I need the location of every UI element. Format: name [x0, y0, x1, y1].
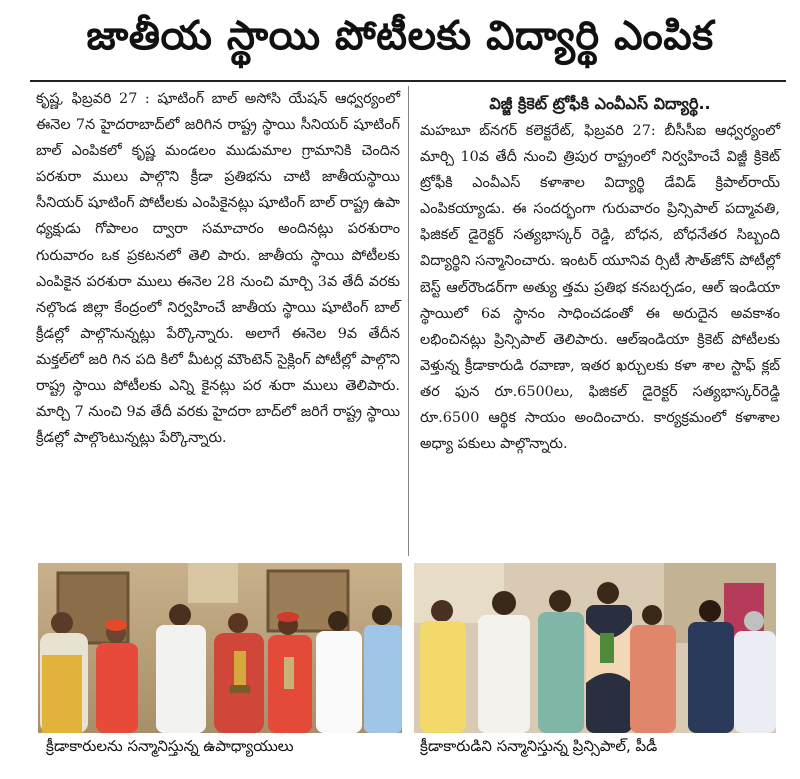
left-article-body: కృష్ణ, ఫిబ్రవరి 27 : షూటింగ్ బాల్ అసోసి యేషన్ ఆధ్వర్యంలో ఈనెల 7న హైదరాబాద్‌లో జరిగిన రాష్ట్ర స్థాయి సీనియర్ షూటింగ్ బాల్ ఎంపికలో కృష్ణ మండలం ముడుమాల గ్రామానికి చెందిన పరశురా ములు పాల్గొని క్రీడా ప్రతిభను చాటి జాతీయస్థాయి సీనియర్ షూటింగ్ పోటీలకు ఎంపికైనట్లు షూటింగ్ బాల్ రాష్ట్ర ఉపా ధ్యక్షుడు గోపాలం ద్వారా సమాచారం అందినట్లు పరశురాం గురువారం ఒక ప్రకటనలో తెలి పారు. జాతీయ స్థాయి పోటీలకు ఎంపికైన పరశురా ములు ఈనెల 28 నుంచి మార్చి 3వ తేదీ వరకు నల్గొండ జిల్లా కేంద్రంలో నిర్వహించే జాతీయ స్థాయి షూటింగ్ బాల్ క్రీడల్లో పాల్గొనున్నట్లు పేర్కొన్నారు. అలాగే ఈనెల 9వ తేదీన మక్తల్‌లో జరి గిన పది కిలో మీటర్ల మౌంటెన్ సైక్లింగ్ పోటీల్లో పాల్గొని రాష్ట్ర స్థాయి పోటీలకు ఎన్ని కైనట్లు పర శురా ములు తెలిపారు. మార్చి 7 నుంచి 9వ తేదీ వరకు హైదరా బాద్‌లో జరిగే రాష్ట్ర స్థాయి క్రీడల్లో పాల్గొంటున్నట్లు పేర్కొన్నారు. [36, 91, 400, 447]
group-photo-felicitation-icon [414, 563, 776, 733]
right-article-body: మహబూ బ్‌నగర్ కలెక్టరేట్, ఫిబ్రవరి 27: బీసీసీఐ ఆధ్వర్యంలో మార్చి 10వ తేదీ నుంచి త్రిపుర రాష్ట్రంలో నిర్వహించే విజ్జీ క్రికెట్ ట్రోఫీకి ఎంవీఎస్ కళాశాల విద్యార్థి డేవిడ్ క్రిపాల్‌రాయ్ ఎంపికయ్యాడు. ఈ సందర్భంగా గురువారం ప్రిన్సిపాల్ పద్మావతి, ఫిజికల్ డైరెక్టర్ సత్యభాస్కర్ రెడ్డి, బోధన, బోధనేతర సిబ్బంది విద్యార్థిని సన్మానించారు. ఇంటర్ యూనివ ర్సిటీ సౌత్‌జోన్ పోటీల్లో బెస్ట్ ఆల్‌రౌండర్‌గా అత్యు త్తమ ప్రతిభ కనబర్చడం, ఆల్ ఇండియా స్థాయిలో 6వ స్థానం సాధించడంతో ఈ అరుదైన అవకాశం లభించినట్లు ప్రిన్సిపాల్ తెలిపారు. ఆల్‌ఇండియా క్రికెట్ పోటీలకు వెళ్తున్న క్రీడాకారుడి రవాణా, ఇతర ఖర్చులకు కళా శాల స్టాఫ్ క్లబ్ తర ఫున రూ.6500లు, ఫిజికల్ డైరెక్టర్ సత్యభాస్కర్‌రెడ్డి రూ.6500 ఆర్థిక సాయం అందించారు. కార్యక్రమంలో కళాశాల అధ్యా పకులు పాల్గొన్నారు. [420, 123, 780, 453]
left-photo [38, 563, 402, 733]
header-divider [30, 80, 786, 82]
left-photo-caption: క్రీడాకారులను సన్మానిస్తున్న ఉపాధ్యాయులు [46, 737, 294, 755]
right-article [420, 92, 780, 457]
page-headline: జాతీయ స్థాయి పోటీలకు విద్యార్థి ఎంపిక [86, 13, 714, 59]
right-photo-caption: క్రీడాకారుడిని సన్మానిస్తున్న ప్రిన్సిపాల్, పీడీ [420, 737, 658, 755]
right-photo [414, 563, 776, 733]
right-article-subheading: విజ్జీ క్రికెట్ ట్రోఫీకి ఎంవీఎస్ విద్యార్థి.. [489, 94, 711, 113]
column-divider [408, 86, 409, 556]
left-article [36, 86, 400, 451]
group-photo-trophy-icon [38, 563, 402, 733]
